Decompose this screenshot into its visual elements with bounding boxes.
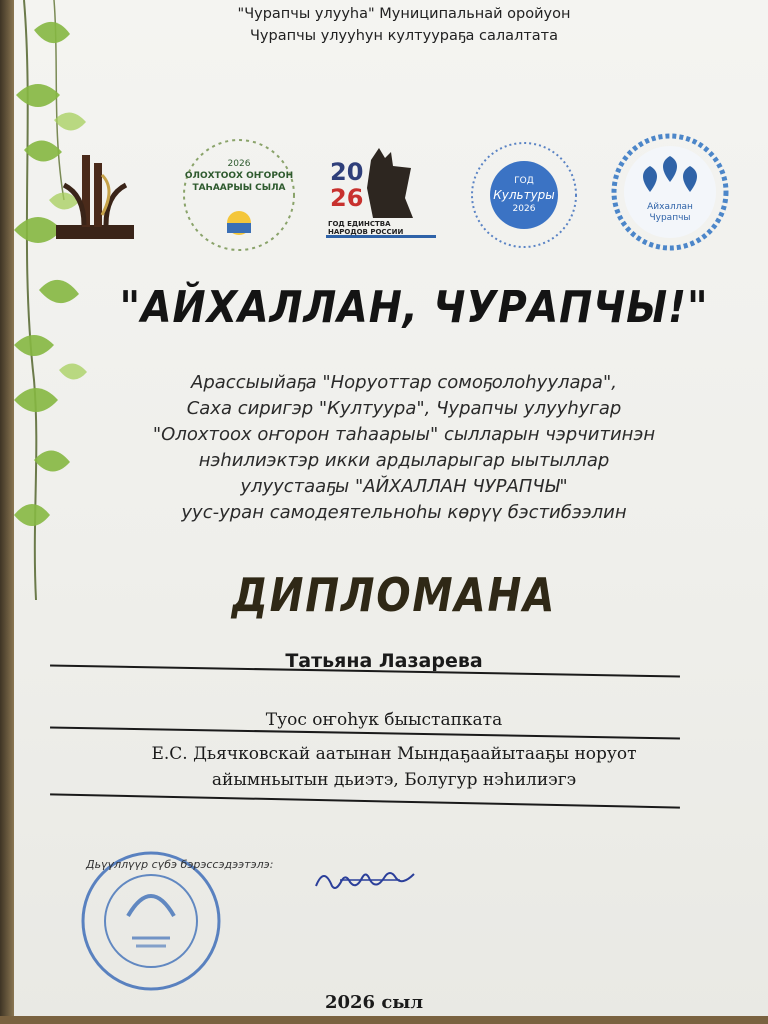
culture-department-emblem	[44, 145, 144, 245]
award-description	[104, 370, 704, 526]
recipient-category: Туос оҥоһук быыстапката	[265, 710, 503, 730]
olokh-line1: ОЛОХТООХ ОҤОРОН	[184, 171, 294, 181]
recipient-org-line-1: Е.С. Дьячковскай аатынан Мындаҕаайытааҕы норуот	[151, 744, 637, 764]
diploma-title: "АЙХАЛЛАН, ЧУРАПЧЫ!"	[119, 282, 709, 333]
signature-label: Дьүүллүүр сүбэ бэрэссэдээтэлэ:	[86, 858, 274, 871]
header-line-2: Чурапчы улууhун култуураҕа салалтата	[249, 28, 558, 44]
diploma-heading: ДИПЛОМАНА	[231, 568, 557, 622]
aikhallan-line2: Чурапчы	[649, 213, 691, 223]
recipient-org-line-2: айымньытын дьиэтэ, Болугур нэһилиэгэ	[211, 770, 577, 790]
description-line: Арассыыйаҕа "Норуоттар сомоҕолоһуулара",	[191, 372, 617, 393]
description-line: уус-уран самодеятельноһы көрүү бэстибээлин	[181, 502, 627, 523]
aikhallan-line1: Айхаллан	[647, 202, 693, 212]
culture-year: 2026	[512, 204, 536, 214]
unity-digits-top: 20	[330, 158, 364, 186]
unity-digits-bottom: 26	[330, 184, 364, 212]
header-line-1: "Чурапчы улууhа" Муниципальнай оройуон	[237, 6, 571, 22]
culture-line2: Культуры	[493, 188, 555, 202]
local-production-year-logo	[174, 135, 304, 255]
aikhallan-churapchy-logo	[610, 132, 730, 252]
divider-line	[50, 793, 680, 808]
description-line: Саха сиригэр "Култуура", Чурапчы улууһугар	[186, 398, 622, 419]
chairman-signature	[310, 862, 420, 902]
page-bottom-strip	[0, 1016, 768, 1024]
page-shadow	[0, 0, 14, 1024]
unity-of-peoples-logo	[326, 140, 441, 250]
diploma-page	[14, 0, 768, 1024]
year-of-culture-logo	[469, 140, 579, 250]
description-line: нэһилиэктэр икки ардыларыгар ыытыллар	[198, 450, 610, 471]
description-line: "Олохтоох оҥорон таһаарыы" сылларын чэрчитинэн	[152, 424, 656, 445]
unity-caption-1: ГОД ЕДИНСТВА	[328, 220, 391, 228]
recipient-name: Татьяна Лазарева	[285, 650, 483, 672]
year-label: 2026 сыл	[324, 992, 424, 1013]
olokh-line2: ТАҺААРЫЫ СЫЛА	[192, 183, 286, 193]
culture-line1: ГОД	[514, 176, 534, 186]
unity-caption-2: НАРОДОВ РОССИИ	[328, 228, 404, 236]
olokh-year: 2026	[227, 159, 251, 169]
description-line: улуустааҕы "АЙХАЛЛАН ЧУРАПЧЫ"	[240, 476, 568, 497]
